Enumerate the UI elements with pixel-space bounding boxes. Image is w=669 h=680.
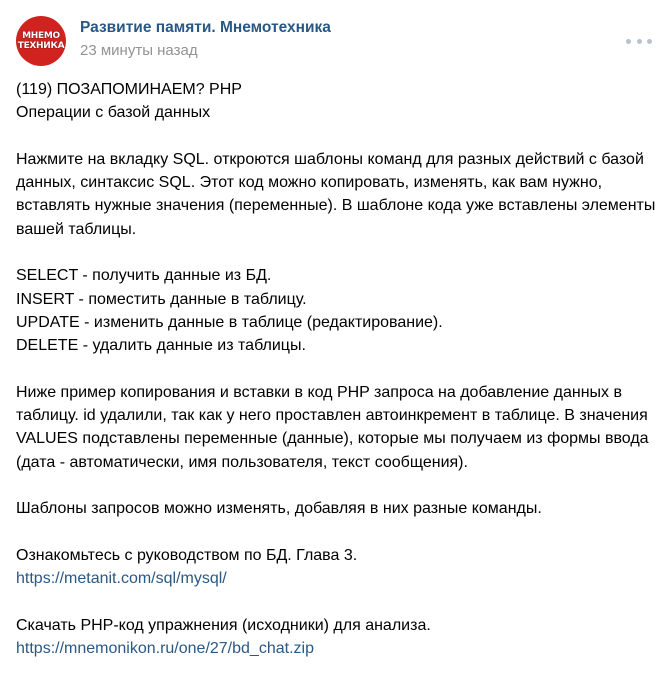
author-name-link[interactable]: Развитие памяти. Мнемотехника — [80, 19, 331, 36]
command-delete: DELETE - удалить данные из таблицы. — [16, 337, 306, 355]
avatar-logo-line-2: ТЕХНИКА — [17, 41, 65, 51]
guide-text: Ознакомьтесь с руководством по БД. Глава 3. — [16, 546, 358, 564]
download-text: Скачать PHP-код упражнения (исходники) для анализа. — [16, 616, 431, 634]
guide-link[interactable]: https://metanit.com/sql/mysql/ — [16, 570, 227, 588]
more-horizontal-icon-dot — [637, 39, 642, 44]
paragraph-example: Ниже пример копирования и вставки в код PHP запроса на добавление данных в таблицу. id удалили, так как у него проставлен автоинкремент в таблице. В значения VALUES подставлены переменные (данные), которые мы получаем из формы ввода (дата - автоматически, имя пользователя, текст сообщения). — [16, 383, 654, 471]
spacer — [16, 474, 656, 497]
post-text — [16, 78, 660, 660]
download-link[interactable]: https://mnemonikon.ru/one/27/bd_chat.zip — [16, 640, 314, 658]
more-horizontal-icon-dot — [647, 39, 652, 44]
command-select: SELECT - получить данные из БД. — [16, 267, 272, 285]
more-actions-button[interactable] — [626, 32, 652, 50]
spacer — [16, 591, 656, 614]
author-avatar[interactable] — [16, 16, 66, 66]
spacer — [16, 521, 656, 544]
post-title: (119) ПОЗАПОМИНАЕМ? PHP — [16, 81, 242, 98]
paragraph-sql-tab: Нажмите на вкладку SQL. откроются шаблоны команд для разных действий с базой данных, синтаксис SQL. Этот код можно копировать, изменять, как вам нужно, вставлять нужные значения (переменные). В шаблоне кода уже вставлены элементы вашей таблицы. — [16, 150, 660, 238]
command-insert: INSERT - поместить данные в таблицу. — [16, 290, 307, 308]
paragraph-templates: Шаблоны запросов можно изменять, добавляя в них разные команды. — [16, 500, 542, 518]
command-update: UPDATE - изменить данные в таблице (редактирование). — [16, 313, 443, 331]
spacer — [16, 125, 656, 148]
spacer — [16, 358, 656, 381]
post-timestamp[interactable]: 23 минуты назад — [80, 42, 198, 59]
more-horizontal-icon — [626, 39, 631, 44]
avatar-logo-line-1: МНЕМО — [22, 31, 60, 41]
post-subtitle: Операции с базой данных — [16, 104, 211, 122]
spacer — [16, 241, 656, 264]
